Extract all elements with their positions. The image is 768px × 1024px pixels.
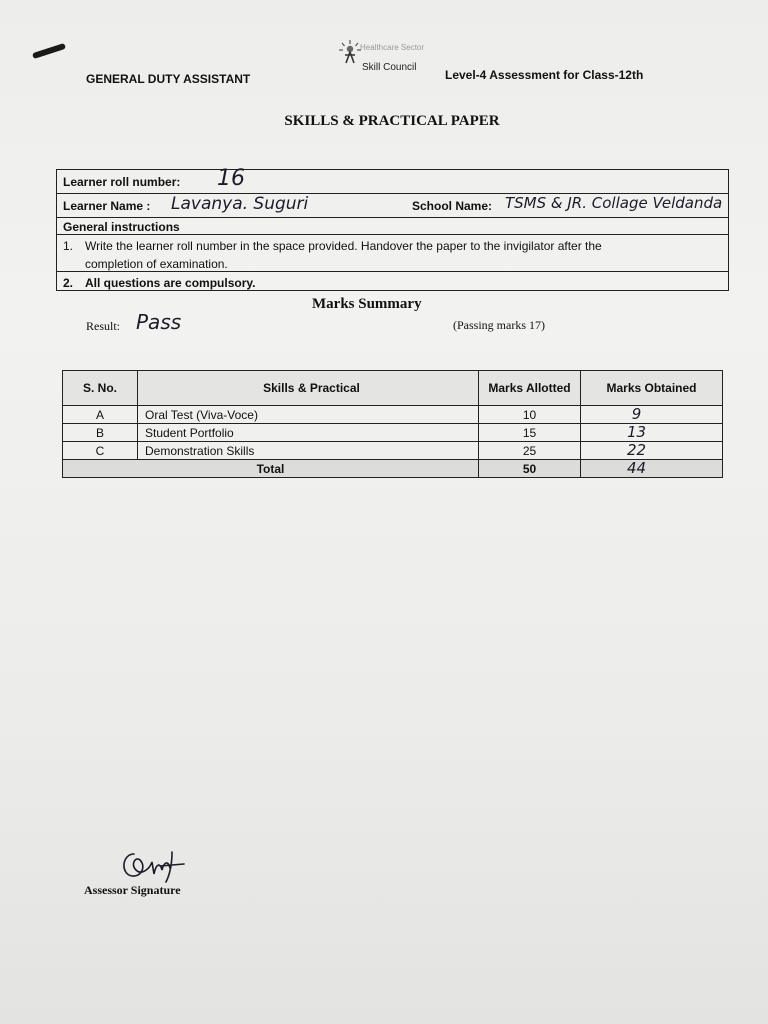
instruction-item bbox=[57, 235, 728, 272]
roll-number-label: Learner roll number: bbox=[63, 175, 181, 189]
roll-number-value: 16 bbox=[217, 166, 245, 191]
paper-title: SKILLS & PRACTICAL PAPER bbox=[284, 113, 500, 129]
instruction-text: All questions are compulsory. bbox=[85, 276, 256, 290]
table-header-row bbox=[63, 371, 723, 406]
cell-sno: B bbox=[63, 424, 138, 442]
total-obtained: 44 bbox=[626, 459, 647, 477]
table-total-row bbox=[63, 460, 723, 478]
cell-skill: Oral Test (Viva-Voce) bbox=[138, 406, 479, 424]
assessment-level: Level-4 Assessment for Class-12th bbox=[445, 68, 644, 82]
instruction-text-cont: completion of examination. bbox=[85, 257, 228, 271]
instruction-item bbox=[57, 272, 728, 290]
pen-mark bbox=[32, 43, 66, 59]
passing-marks-note: (Passing marks 17) bbox=[453, 318, 545, 332]
cell-obtained: 22 bbox=[626, 441, 647, 459]
col-header-allotted: Marks Allotted bbox=[479, 371, 581, 406]
assessor-signature-scribble bbox=[116, 844, 196, 888]
cell-obtained: 9 bbox=[631, 405, 642, 423]
learner-name-value: Lavanya. Suguri bbox=[171, 194, 309, 214]
learner-info-box bbox=[56, 166, 729, 291]
table-row bbox=[63, 406, 723, 424]
learner-name-label: Learner Name : bbox=[63, 199, 151, 213]
instruction-text: Write the learner roll number in the space provided. Handover the paper to the invigilator after the bbox=[85, 239, 602, 253]
marks-summary-title: Marks Summary bbox=[312, 296, 422, 312]
table-row bbox=[63, 442, 723, 460]
result-value: Pass bbox=[136, 310, 182, 334]
learner-name-row bbox=[57, 194, 728, 218]
cell-obtained: 13 bbox=[626, 423, 647, 441]
cell-allotted: 10 bbox=[479, 406, 581, 424]
col-header-skill: Skills & Practical bbox=[138, 371, 479, 406]
school-name-label: School Name: bbox=[412, 199, 493, 213]
total-label: Total bbox=[63, 460, 479, 478]
assessor-signature-label: Assessor Signature bbox=[84, 883, 181, 897]
marks-table bbox=[62, 370, 723, 478]
cell-sno: C bbox=[63, 442, 138, 460]
instructions-heading: General instructions bbox=[63, 220, 180, 234]
cell-allotted: 25 bbox=[479, 442, 581, 460]
col-header-obtained: Marks Obtained bbox=[581, 371, 723, 406]
school-name-value: TSMS & JR. Collage Veldanda bbox=[505, 194, 723, 212]
cell-sno: A bbox=[63, 406, 138, 424]
roll-number-row bbox=[57, 166, 728, 194]
skill-council-logo bbox=[330, 36, 440, 84]
instructions-heading-row bbox=[57, 218, 728, 235]
total-allotted: 50 bbox=[479, 460, 581, 478]
table-row bbox=[63, 424, 723, 442]
instruction-number: 1. bbox=[63, 239, 74, 253]
instruction-number: 2. bbox=[63, 276, 74, 290]
cell-skill: Demonstration Skills bbox=[138, 442, 479, 460]
result-label: Result: bbox=[86, 319, 121, 333]
course-title: GENERAL DUTY ASSISTANT bbox=[86, 72, 251, 86]
cell-skill: Student Portfolio bbox=[138, 424, 479, 442]
cell-allotted: 15 bbox=[479, 424, 581, 442]
col-header-sno: S. No. bbox=[63, 371, 138, 406]
logo-name-text: Skill Council bbox=[362, 62, 417, 73]
logo-org-text: Healthcare Sector bbox=[360, 43, 425, 52]
